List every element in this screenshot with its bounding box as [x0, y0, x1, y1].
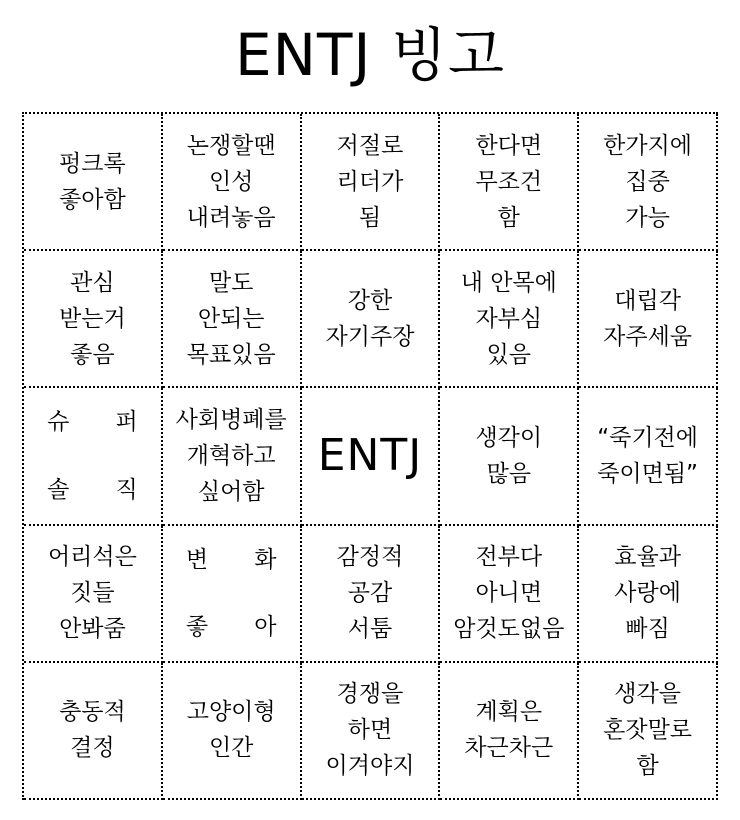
- cell-text-line: 고양이형: [186, 699, 276, 726]
- cell-text-line: 함: [497, 204, 520, 231]
- cell-text-line: 서툼: [347, 616, 393, 643]
- cell-text-line: 암것도없음: [453, 616, 565, 643]
- cell-text-line: 하면: [347, 717, 393, 744]
- cell-text-line: 내려놓음: [186, 204, 276, 231]
- cell-text-line: 리더가: [336, 168, 404, 195]
- cell-text-row: [163, 542, 300, 578]
- cell-text-row: [24, 404, 161, 440]
- bingo-cell[interactable]: [579, 663, 718, 800]
- cell-text-line: 됨: [358, 204, 382, 231]
- cell-text-line: 내 안목에: [460, 269, 557, 296]
- bingo-cell[interactable]: [163, 526, 302, 663]
- cell-text-char: 슈: [47, 409, 70, 436]
- cell-text-line: “죽기전에: [597, 424, 698, 451]
- cell-text-line: 받는거: [59, 305, 126, 332]
- cell-text-line: 자기주장: [325, 323, 415, 350]
- cell-text-line: 계획은: [475, 699, 543, 726]
- cell-text-line: 빠짐: [625, 616, 670, 643]
- cell-text-line: 사랑에: [614, 580, 681, 607]
- cell-text-line: 어리석은: [47, 544, 137, 571]
- bingo-cell[interactable]: [302, 114, 441, 251]
- bingo-cell[interactable]: [579, 114, 718, 251]
- cell-text-line: 논쟁할땐: [186, 132, 276, 159]
- cell-text-line: 대립각: [614, 287, 681, 314]
- page-title: ENTJ 빙고: [234, 21, 506, 89]
- cell-text-line: 안되는: [197, 305, 265, 332]
- cell-text-char: 솔: [47, 476, 70, 503]
- bingo-cell[interactable]: [440, 114, 579, 251]
- cell-text-line: 무조건: [475, 168, 543, 195]
- cell-text-line: 결정: [70, 735, 115, 762]
- cell-text-line: 저절로: [336, 132, 404, 159]
- bingo-cell[interactable]: [579, 251, 718, 388]
- cell-text-line: 생각을: [614, 681, 681, 708]
- cell-text-char: 퍼: [115, 409, 138, 436]
- bingo-cell[interactable]: [440, 663, 579, 800]
- cell-text-line: 한가지에: [603, 132, 693, 159]
- bingo-board: [22, 112, 718, 800]
- bingo-cell[interactable]: [440, 526, 579, 663]
- bingo-cell-free[interactable]: [302, 388, 441, 525]
- cell-text-line: 충동적: [59, 699, 126, 726]
- cell-text-line: 가능: [625, 204, 670, 231]
- cell-text-line: 혼잣말로: [603, 717, 693, 744]
- cell-text-char: 좋: [185, 613, 209, 640]
- free-cell-label: ENTJ: [317, 429, 423, 481]
- cell-text-line: 인간: [208, 735, 254, 762]
- cell-text-line: 공감: [347, 580, 393, 607]
- bingo-cell[interactable]: [163, 251, 302, 388]
- bingo-cell[interactable]: [440, 251, 579, 388]
- bingo-cell[interactable]: [163, 114, 302, 251]
- cell-text-line: 개혁하고: [186, 442, 276, 469]
- cell-text-line: 좋아함: [59, 186, 126, 213]
- cell-text-line: 아니면: [475, 580, 543, 607]
- bingo-cell[interactable]: [579, 526, 718, 663]
- bingo-cell[interactable]: [24, 526, 163, 663]
- cell-text-row: [24, 472, 161, 508]
- cell-text-line: 함: [636, 753, 659, 780]
- cell-text-line: 있음: [486, 341, 531, 368]
- cell-text-line: 짓들: [70, 580, 115, 607]
- bingo-cell[interactable]: [302, 251, 441, 388]
- bingo-cell[interactable]: [24, 663, 163, 800]
- cell-text-line: 감정적: [336, 544, 404, 571]
- cell-text-line: 죽이면됨”: [597, 460, 698, 487]
- cell-text-line: 사회병폐를: [175, 406, 287, 433]
- cell-text-char: 직: [115, 476, 138, 503]
- cell-text-line: 이겨야지: [325, 753, 415, 780]
- bingo-cell[interactable]: [440, 388, 579, 525]
- cell-text-line: 생각이: [475, 424, 543, 451]
- cell-text-line: 차근차근: [464, 735, 554, 762]
- cell-text-line: 집중: [625, 168, 670, 195]
- bingo-cell[interactable]: [163, 388, 302, 525]
- cell-text-line: 펑크록: [59, 150, 126, 177]
- cell-text-char: 변: [185, 546, 209, 573]
- cell-text-line: 효율과: [614, 544, 681, 571]
- cell-text-line: 강한: [347, 287, 393, 314]
- cell-text-line: 관심: [70, 269, 115, 296]
- cell-text-line: 자부심: [475, 305, 543, 332]
- bingo-cell[interactable]: [302, 663, 441, 800]
- cell-text-line: 많음: [486, 460, 531, 487]
- cell-text-row: [163, 609, 300, 645]
- cell-text-line: 한다면: [475, 132, 543, 159]
- cell-text-line: 전부다: [475, 544, 543, 571]
- cell-text-line: 경쟁을: [336, 681, 404, 708]
- cell-text-line: 말도: [208, 269, 254, 296]
- bingo-cell[interactable]: [579, 388, 718, 525]
- cell-text-line: 자주세움: [603, 323, 693, 350]
- cell-text-line: 인성: [208, 168, 254, 195]
- cell-text-line: 목표있음: [186, 341, 276, 368]
- cell-text-char: 아: [254, 613, 277, 640]
- cell-text-char: 화: [254, 546, 277, 573]
- bingo-cell[interactable]: [302, 526, 441, 663]
- cell-text-line: 싶어함: [197, 478, 265, 505]
- cell-text-line: 좋음: [70, 341, 115, 368]
- bingo-cell[interactable]: [163, 663, 302, 800]
- bingo-cell[interactable]: [24, 114, 163, 251]
- bingo-cell[interactable]: [24, 388, 163, 525]
- bingo-cell[interactable]: [24, 251, 163, 388]
- cell-text-line: 안봐줌: [59, 616, 126, 643]
